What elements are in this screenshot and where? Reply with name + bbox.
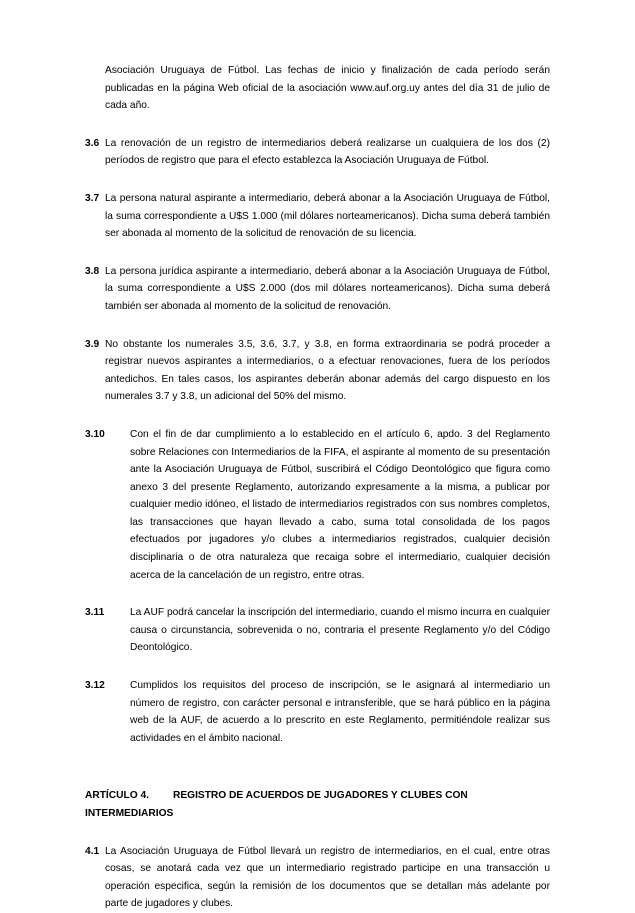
paragraph-text: Asociación Uruguaya de Fútbol. Las fechas de inicio y finalización de cada período serán publicadas en la página Web oficial de la asociación www.auf.org.uy antes del día 31 de julio de cada año.	[105, 65, 550, 112]
clause-number: 4.1	[85, 845, 100, 857]
clause-text: La AUF podrá cancelar la inscripción del intermediario, cuando el mismo incurra en cualquier causa o circunstancia, sobrevenida o no, contraria el presente Reglamento y/o del Código Deontológico.	[130, 607, 550, 654]
section-spacer	[85, 767, 550, 787]
heading-articulo-4	[85, 787, 550, 822]
clause-text: Cumplidos los requisitos del proceso de inscripción, se le asignará al intermediario un número de registro, con carácter personal e intransferible, que se hará público en la página web de la AUF, de acuerdo a lo prescrito en este Reglamento, permitiéndole realizar sus actividades en el ámbito nacional.	[130, 680, 550, 744]
clause-number: 3.10	[85, 428, 105, 440]
clause-4-1	[85, 843, 550, 913]
clause-3-10	[85, 426, 550, 584]
clause-number: 3.9	[85, 338, 100, 350]
clause-text: Con el fin de dar cumplimiento a lo establecido en el artículo 6, apdo. 3 del Reglamento sobre Relaciones con Intermediarios de la FIFA, el aspirante al momento de su presentación ante la Asociación Uruguaya de Fútbol, suscribirá el Código Deontológico que figura como anexo 3 del presente Reglamento, autorizando expresamente a la misma, a publicar por cualquier medio idóneo, el listado de intermediarios registrados con sus nombres completos, las transacciones que hayan llevado a cabo, suma total consolidada de los pagos efectuados por jugadores y/o clubes a intermediarios registrados, cualquier decisión disciplinaria o de otra naturaleza que recaiga sobre el intermediario, cualquier decisión acerca de la cancelación de un registro, entre otras.	[130, 428, 550, 581]
clause-number: 3.6	[85, 137, 100, 149]
clause-text: No obstante los numerales 3.5, 3.6, 3.7, y 3.8, en forma extraordinaria se podrá proceder a registrar nuevos aspirantes a intermediarios, o a efectuar renovaciones, fuera de los períodos antedichos. En tales casos, los aspirantes deberán abonar además del cargo dispuesto en los numerales 3.7 y 3.8, un adicional del 50% del mismo.	[105, 338, 550, 403]
document-content	[85, 62, 550, 913]
clause-text: La persona natural aspirante a intermediario, deberá abonar a la Asociación Uruguaya de Fútbol, la suma correspondiente a U$S 1.000 (mil dólares norteamericanos). Dicha suma deberá también ser abonada al momento de la solicitud de renovación de su licencia.	[105, 192, 550, 240]
clause-3-11	[85, 604, 550, 657]
clause-number: 3.11	[85, 607, 105, 619]
paragraph-continuation-asociacion	[85, 62, 550, 115]
article-title: REGISTRO DE ACUERDOS DE JUGADORES Y CLUBES CON INTERMEDIARIOS	[85, 790, 468, 819]
clause-number: 3.12	[85, 680, 105, 692]
clause-text: La renovación de un registro de intermediarios deberá realizarse un cualquiera de los dos (2) períodos de registro que para el efecto establezca la Asociación Uruguaya de Fútbol.	[105, 137, 550, 167]
clause-3-8	[85, 263, 550, 316]
clause-number: 3.7	[85, 192, 100, 204]
clause-3-12	[85, 677, 550, 747]
clause-3-6	[85, 135, 550, 170]
clause-3-9	[85, 336, 550, 406]
clause-text: La persona jurídica aspirante a intermediario, deberá abonar a la Asociación Uruguaya de Fútbol, la suma correspondiente a U$S 2.000 (dos mil dólares norteamericanos). Dicha suma deberá también ser abonada al momento de la solicitud de renovación.	[105, 265, 550, 312]
article-label: ARTÍCULO 4.	[85, 790, 149, 802]
clause-number: 3.8	[85, 265, 100, 277]
clause-text: La Asociación Uruguaya de Fútbol llevará un registro de intermediarios, en el cual, entre otras cosas, se anotará cada vez que un intermediario registrado participe en una transacción u operación especifica, según la remisión de los documentos que se detallan más adelante por parte de jugadores y clubes.	[105, 845, 550, 910]
clause-3-7	[85, 190, 550, 243]
